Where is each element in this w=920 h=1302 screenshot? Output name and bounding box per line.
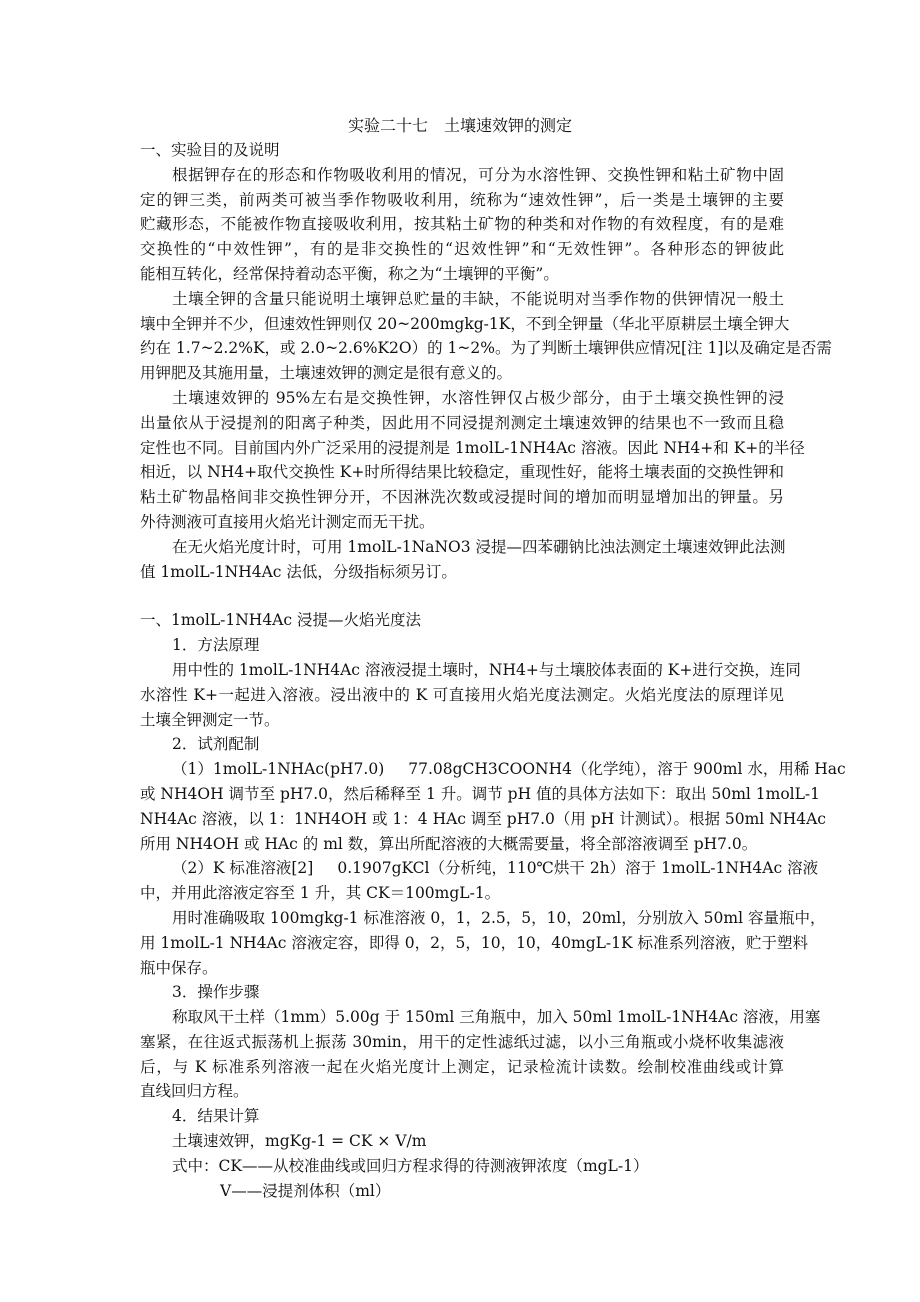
text-line: 出量依从于浸提剂的阳离子种类，因此用不同浸提剂测定土壤速效钾的结果也不一致而且稳 (140, 413, 784, 432)
text-line: 用 1molL-1 NH4Ac 溶液定容，即得 0，2，5，10，10，40mgL-1K 标准系列溶液，贮于塑料 (140, 933, 809, 952)
text-line: 壤中全钾并不少，但速效性钾则仅 20~200mgkg-1K，不到全钾量（华北平原耕层土壤全钾大 (140, 314, 790, 333)
document-title: 实验二十七 土壤速效钾的测定 (347, 116, 572, 135)
text-line: 定性也不同。目前国内外广泛采用的浸提剂是 1molL-1NH4Ac 溶液。因此 NH4+和 K+的半径 (140, 438, 805, 457)
text-line: 贮藏形态，不能被作物直接吸收利用，按其粘土矿物的种类和对作物的有效程度，有的是难 (140, 215, 784, 234)
paragraph-potassium-forms (140, 163, 784, 287)
section-heading-method: 一、1molL-1NH4Ac 浸提—火焰光度法 (140, 611, 421, 630)
text-line: 塞紧，在往返式振荡机上振荡 30min，用干的定性滤纸过滤，以小三角瓶或小烧杯收集滤液 (140, 1032, 784, 1051)
text-line: 土壤全钾的含量只能说明土壤钾总贮量的丰缺，不能说明对当季作物的供钾情况一般土 (172, 289, 784, 308)
text-line: 用钾肥及其施用量，土壤速效钾的测定是很有意义的。 (140, 364, 513, 383)
paragraph-principle (140, 658, 801, 732)
reagent-label: （2）K 标准溶液[2] (172, 859, 314, 878)
text-line: 用时准确吸取 100mgkg-1 标准溶液 0，1，2.5，5，10，20ml，分别放入 50ml 容量瓶中， (172, 908, 826, 927)
reagent-description: 77.08gCH3COONH4（化学纯），溶于 900ml 水，用稀 Hac (408, 760, 846, 779)
text-line: 或 NH4OH 调节至 pH7.0，然后稀释至 1 升。调节 pH 值的具体方法如下：取出 50ml 1molL-1 (140, 784, 821, 803)
section-heading-purpose: 一、实验目的及说明 (140, 141, 280, 159)
text-line: 所用 NH4OH 或 HAc 的 ml 数，算出所配溶液的大概需要量，将全部溶液调至 pH7.0。 (140, 834, 758, 853)
paragraph-exchangeable-potassium (140, 386, 805, 535)
subheading-calculation: 4．结果计算 (172, 1107, 260, 1126)
reagent-label: （1）1molL-1NHAc(pH7.0) (172, 760, 385, 779)
section-gap (140, 584, 784, 608)
text-line: 后，与 K 标准系列溶液一起在火焰光度计上测定，记录检流计读数。绘制校准曲线或计算 (140, 1057, 784, 1076)
text-line: 在无火焰光度计时，可用 1molL-1NaNO3 浸提—四苯硼钠比浊法测定土壤速效钾此法测 (172, 537, 786, 556)
subheading-reagents: 2．试剂配制 (172, 735, 260, 754)
formula-where: 式中：CK——从校准曲线或回归方程求得的待测液钾浓度（mgL-1） (172, 1156, 649, 1175)
paragraph-standard-series (140, 906, 826, 980)
reagent-description: 0.1907gKCl（分析纯，110℃烘干 2h）溶于 1molL-1NH4Ac 溶液 (337, 859, 819, 878)
text-line: 根据钾存在的形态和作物吸收利用的情况，可分为水溶性钾、交换性钾和粘土矿物中固 (172, 165, 784, 184)
text-line: 交换性的“中效性钾”，有的是非交换性的“迟效性钾”和“无效性钾”。各种形态的钾彼此 (140, 240, 784, 259)
text-line: 水溶性 K+一起进入溶液。浸出液中的 K 可直接用火焰光度法测定。火焰光度法的原理详见 (140, 685, 784, 704)
paragraph-total-potassium (140, 287, 832, 386)
text-line: 粘土矿物晶格间非交换性钾分开，不因淋洗次数或浸提时间的增加而明显增加出的钾量。另 (140, 488, 784, 507)
text-line: 值 1molL-1NH4Ac 法低，分级指标须另订。 (140, 562, 457, 581)
formula: 土壤速效钾，mgKg-1 = CK × V/m (172, 1132, 427, 1151)
text-line (140, 856, 819, 881)
subheading-procedure: 3．操作步骤 (172, 983, 260, 1002)
document-body (140, 138, 846, 1203)
text-line: 土壤速效钾的 95%左右是交换性钾，水溶性钾仅占极少部分，由于土壤交换性钾的浸 (172, 388, 784, 407)
text-line: 约在 1.7~2.2%K，或 2.0~2.6%K2O）的 1~2%。为了判断土壤钾供应情况[注 1]以及确定是否需 (140, 339, 832, 358)
text-line: 中，并用此溶液定容至 1 升，其 CK＝100mgL-1。 (140, 884, 501, 903)
text-line: 相近，以 NH4+取代交换性 K+时所得结果比较稳定，重现性好，能将土壤表面的交换性钾和 (140, 463, 784, 482)
text-line: 外待测液可直接用火焰光计测定而无干扰。 (140, 512, 435, 531)
paragraph-alternative-method (140, 535, 784, 585)
text-line (140, 757, 846, 782)
text-line: 直线回归方程。 (140, 1082, 249, 1101)
text-line: 瓶中保存。 (140, 958, 218, 977)
paragraph-procedure (140, 1005, 821, 1104)
reagent-potassium-standard (140, 856, 819, 906)
text-line: 土壤全钾测定一节。 (140, 710, 280, 729)
text-line: NH4Ac 溶液，以 1：1NH4OH 或 1：4 HAc 调至 pH7.0（用 pH 计测试）。根据 50ml NH4Ac (140, 809, 826, 828)
text-line: 能相互转化，经常保持着动态平衡，称之为“土壤钾的平衡”。 (140, 264, 559, 283)
formula-volume-definition: V——浸提剂体积（ml） (220, 1181, 391, 1200)
text-line: 用中性的 1molL-1NH4Ac 溶液浸提土壤时，NH4+与土壤胶体表面的 K+进行交换，连同 (172, 660, 801, 679)
text-line: 定的钾三类，前两类可被当季作物吸收利用，统称为“速效性钾”，后一类是土壤钾的主要 (140, 190, 784, 209)
reagent-ammonium-acetate (140, 757, 846, 856)
subheading-principle: 1．方法原理 (172, 636, 260, 655)
text-line: 称取风干土样（1mm）5.00g 于 150ml 三角瓶中，加入 50ml 1molL-1NH4Ac 溶液，用塞 (172, 1008, 821, 1027)
